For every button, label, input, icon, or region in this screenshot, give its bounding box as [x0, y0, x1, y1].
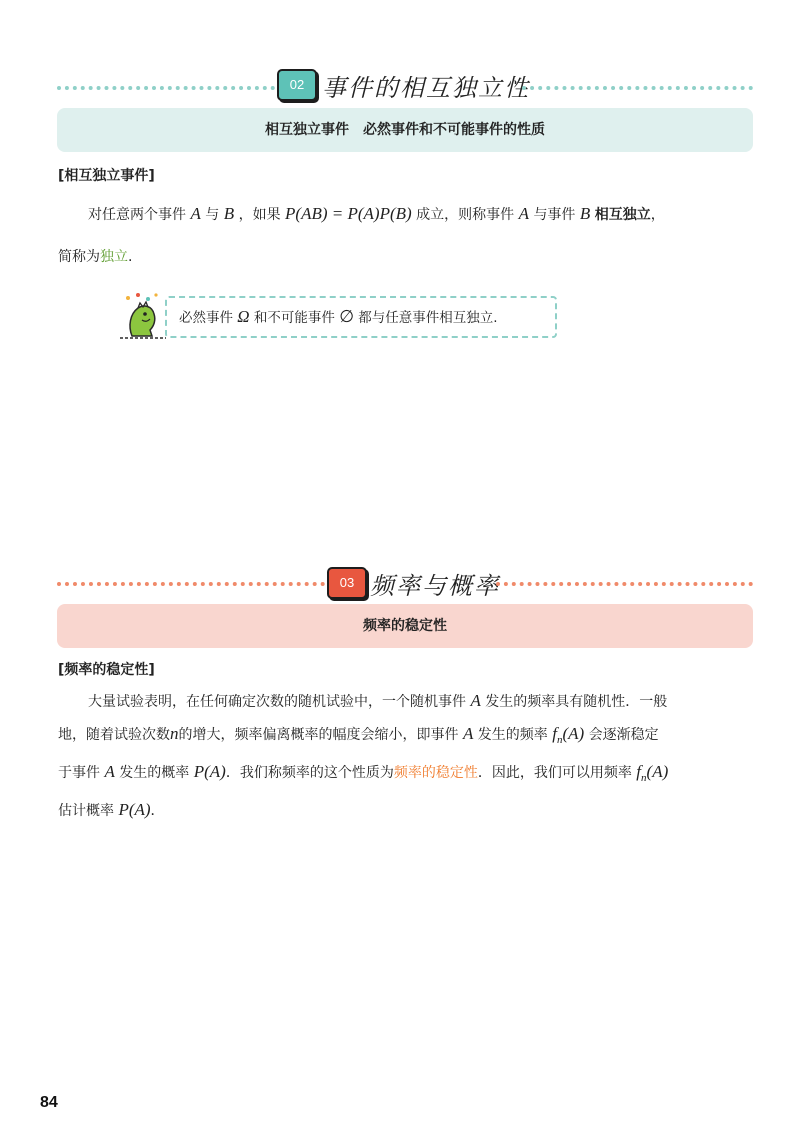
term-independent: 相互独立	[594, 207, 651, 223]
note-text: 必然事件 Ω 和不可能事件 ∅ 都与任意事件相互独立.	[179, 307, 498, 326]
header-dotted-line-left	[57, 582, 325, 586]
header-dotted-line-right	[522, 86, 753, 90]
topic-banner-02: 相互独立事件 必然事件和不可能事件的性质	[57, 108, 753, 152]
term-independent-short: 独立	[100, 249, 128, 265]
subheading-independent-events: [相互独立事件]	[58, 168, 155, 184]
dinosaur-mascot-icon	[118, 292, 170, 340]
subheading-frequency-stability: [频率的稳定性]	[58, 662, 155, 678]
header-dotted-line-right	[496, 582, 753, 586]
section-title-03: 频率与概率	[370, 572, 500, 600]
independence-formula: P(AB) = P(A)P(B)	[285, 204, 412, 223]
section-title-02: 事件的相互独立性	[322, 74, 530, 102]
definition-paragraph: 对任意两个事件 A 与 B ，如果 P(AB) = P(A)P(B) 成立，则称事件 A 与事件 B 相互独立， 简称为独立.	[58, 204, 665, 265]
omega-symbol: Ω	[237, 307, 250, 326]
term-frequency-stability: 频率的稳定性	[393, 764, 478, 781]
section-badge-02: 02	[277, 69, 317, 101]
note-box	[165, 296, 557, 338]
topic-banner-03: 频率的稳定性	[57, 604, 753, 648]
page-number: 84	[40, 1094, 58, 1111]
section-badge-03: 03	[327, 567, 367, 599]
frequency-paragraph: 大量试验表明，在任何确定次数的随机试验中，一个随机事件 A 发生的频率具有随机性．一般 地，随着试验次数n的增大，频率偏离概率的幅度会缩小，即事件 A 发生的频率 $f_n(A)$ 会逐渐稳定 于事件 A 发生的概率 P(A)．我们称频率的这个性质为频率的稳定性．因此，我们可以用频率 $f_n(A)$ 估计概率 P(A)．	[58, 691, 669, 819]
header-dotted-line-left	[57, 86, 275, 90]
empty-set-symbol: ∅	[339, 307, 354, 326]
